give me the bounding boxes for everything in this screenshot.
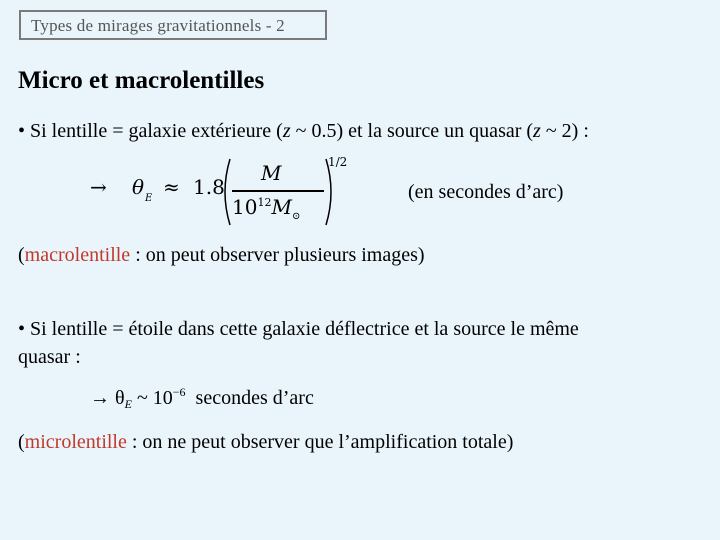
- fraction-bar: [232, 190, 324, 192]
- note1-rest: : on peut observer plusieurs images): [130, 244, 425, 266]
- slide-header-box: [19, 10, 327, 40]
- sun-symbol-icon: ⊙: [291, 211, 301, 222]
- formula2-unit: secondes d’arc: [185, 387, 314, 409]
- microlens-term: microlentille: [24, 431, 127, 453]
- formula-denominator: [232, 195, 300, 222]
- bullet1-text-mid: ~ 0.5) et la source un quasar (: [290, 120, 534, 142]
- bullet1-z1: z: [282, 120, 291, 142]
- formula-arrow: →: [90, 175, 107, 199]
- slide-header-label: Types de mirages gravitationnels - 2: [31, 16, 285, 35]
- formula2-approx: ~ 10: [131, 387, 173, 409]
- bullet-galaxy-lens: [18, 120, 589, 143]
- note2-rest: : on ne peut observer que l’amplification totale): [126, 431, 514, 453]
- denominator-base: 10: [232, 195, 258, 219]
- microlens-angle-formula: [90, 385, 314, 415]
- bullet1-text-pre: • Si lentille = galaxie extérieure (: [18, 120, 283, 142]
- formula-theta: θ: [132, 175, 145, 199]
- formula2-exponent: −6: [172, 385, 186, 399]
- bullet-star-lens-line1: • Si lentille = étoile dans cette galaxie déflectrice et la source le même: [18, 318, 579, 340]
- formula2-arrow-theta: → θ: [90, 387, 125, 409]
- macrolens-term: macrolentille: [24, 244, 131, 266]
- slide-title: Micro et macrolentilles: [18, 67, 265, 94]
- bullet1-text-post: ~ 2) :: [540, 120, 589, 142]
- einstein-angle-formula: [90, 155, 360, 230]
- bullet-star-lens-line2: quasar :: [18, 346, 81, 368]
- note2-open: (: [18, 431, 25, 453]
- microlens-note: [18, 431, 513, 454]
- formula-exponent: 1/2: [328, 155, 348, 169]
- denominator-exponent: 12: [257, 196, 272, 209]
- bullet1-z2: z: [533, 120, 541, 142]
- unit-note: (en secondes d’arc): [408, 181, 564, 203]
- denominator-mass: M: [271, 195, 292, 219]
- formula-approx: ≈: [163, 175, 180, 199]
- left-paren-icon: [218, 157, 232, 227]
- formula-theta-subscript: E: [145, 193, 153, 204]
- formula-coefficient: 1.8: [193, 175, 225, 199]
- formula2-subscript: E: [124, 397, 132, 411]
- macrolens-note: [18, 244, 425, 267]
- note1-open: (: [18, 244, 25, 266]
- formula-numerator: M: [261, 161, 282, 185]
